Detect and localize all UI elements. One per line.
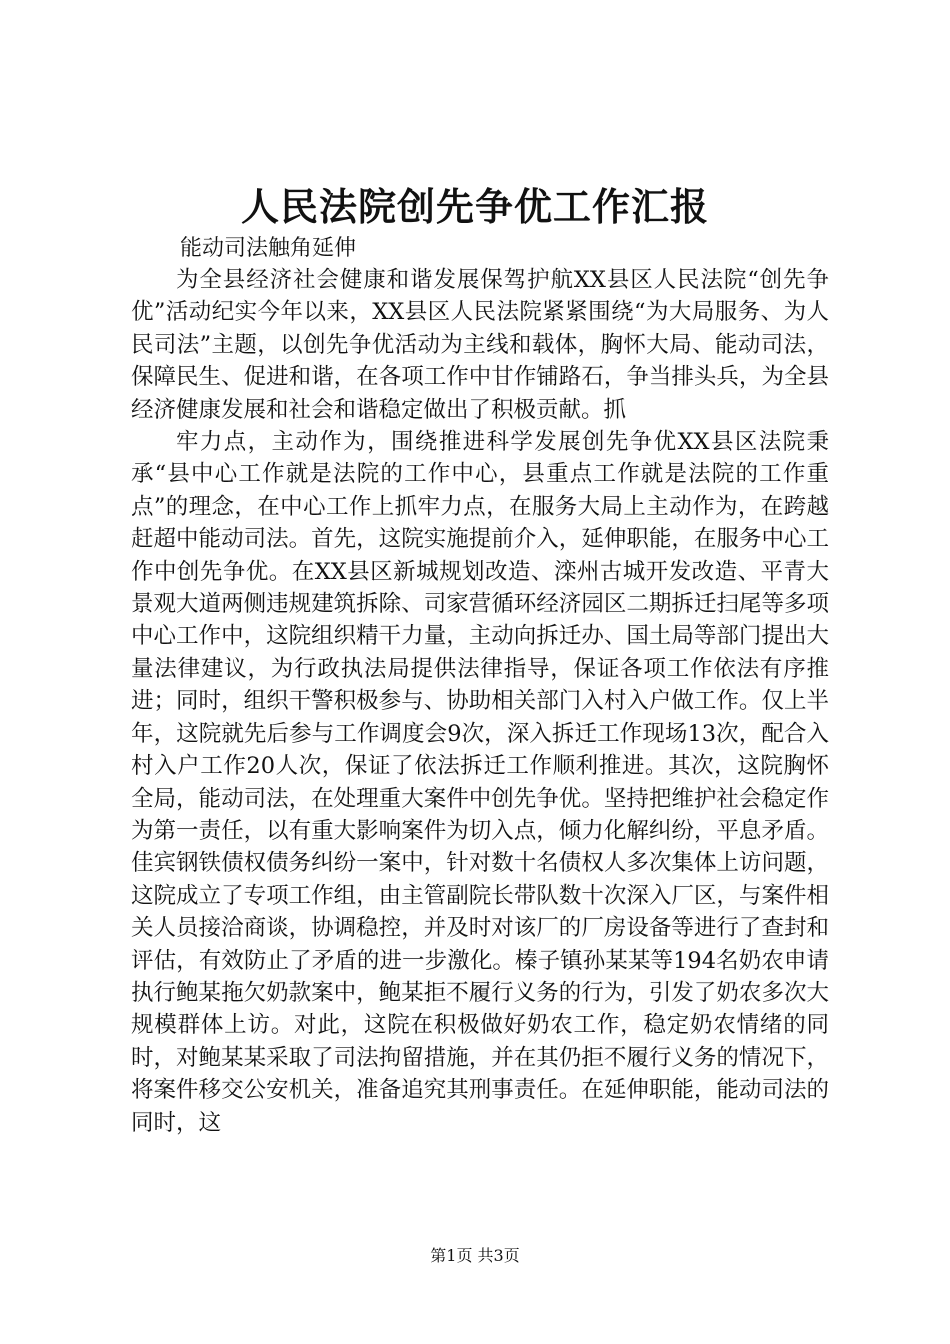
document-title: 人民法院创先争优工作汇报 — [240, 184, 709, 229]
document-subtitle: 能动司法触角延伸 — [180, 236, 357, 261]
body-paragraph: 牢力点，主动作为，围绕推进科学发展创先争优XX县区法院秉承“县中心工作就是法院的工作中心，县重点工作就是法院的工作重点”的理念，在中心工作上抓牢力点，在服务大局上主动作为，在跨越赶超中能动司法。首先，这院实施提前介入，延伸职能，在服务中心工作中创先争优。在XX县区新城规划改造、滦州古城开发改造、平青大景观大道两侧违规建筑拆除、司家营循环经济园区二期拆迁扫尾等多项中心工作中，这院组织精干力量，主动向拆迁办、国土局等部门提出大量法律建议，为行政执法局提供法律指导，保证各项工作依法有序推进；同时，组织干警积极参与、协助相关部门入村入户做工作。仅上半年，这院就先后参与工作调度会9次，深入拆迁工作现场13次，配合入村入户工作20人次，保证了依法拆迁工作顺利推进。其次，这院胸怀全局，能动司法，在处理重大案件中创先争优。坚持把维护社会稳定作为第一责任，以有重大影响案件为切入点，倾力化解纠纷，平息矛盾。佳宾钢铁债权债务纠纷一案中，针对数十名债权人多次集体上访问题，这院成立了专项工作组，由主管副院长带队数十次深入厂区，与案件相关人员接洽商谈，协调稳控，并及时对该厂的厂房设备等进行了查封和评估，有效防止了矛盾的进一步激化。榛子镇孙某某等194名奶农申请执行鲍某拖欠奶款案中，鲍某拒不履行义务的行为，引发了奶农多次大规模群体上访。对此，这院在积极做好奶农工作，稳定奶农情绪的同时，对鲍某某采取了司法拘留措施，并在其仍拒不履行义务的情况下，将案件移交公安机关，准备追究其刑事责任。在延伸职能，能动司法的同时，这 — [131, 429, 829, 1136]
body-paragraph: 为全县经济社会健康和谐发展保驾护航XX县区人民法院“创先争优”活动纪实今年以来，XX县区人民法院紧紧围绕“为大局服务、为人民司法”主题，以创先争优活动为主线和载体，胸怀大局、能动司法，保障民生、促进和谐，在各项工作中甘作铺路石，争当排头兵，为全县经济健康发展和社会和谐稳定做出了积极贡献。抓 — [131, 267, 829, 423]
page-footer: 第1页 共3页 — [430, 1246, 520, 1265]
document-body — [131, 264, 829, 1139]
